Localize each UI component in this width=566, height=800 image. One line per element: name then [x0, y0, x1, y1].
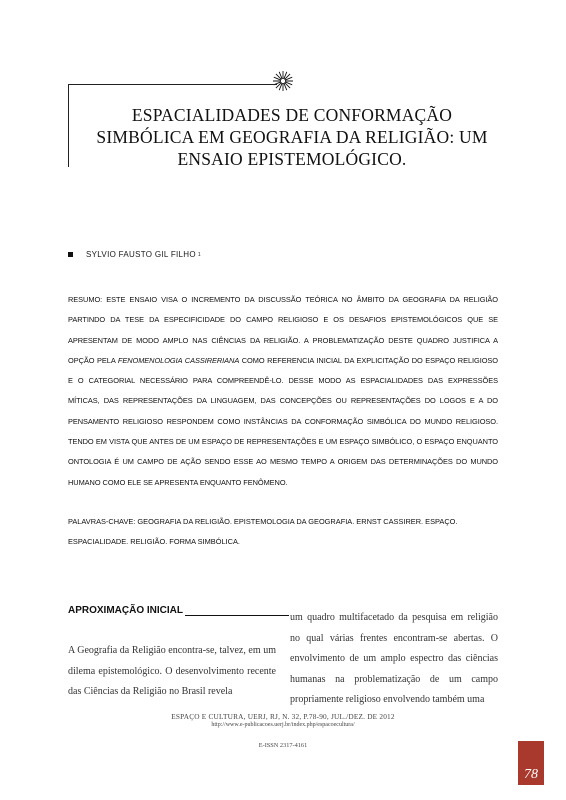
author-name: SYLVIO FAUSTO GIL FILHO [86, 250, 196, 259]
abstract-italic-term: FENOMENOLOGIA CASSIRERIANA [117, 355, 240, 365]
article-title: ESPACIALIDADES DE CONFORMAÇÃO SIMBÓLICA EM GEOGRAFIA DA RELIGIÃO: UM ENSAIO EPISTEMOLÓGICO. [96, 105, 488, 169]
abstract-text-part1: RESUMO: ESTE ENSAIO VISA O INCREMENTO DA DISCUSSÃO TEÓRICA NO ÂMBITO DA GEOGRAFIA DA RELIGIÃO PARTINDO DA TESE DA ESPECIFICIDADE DO CAMPO RELIGIOSO E OS DESAFIOS EPISTEMOLÓGICOS QUE SE APRESENTAM DE MODO AMPLO NAS CIÊNCIAS DA RELIGIÃO. A PROBLEMATIZAÇÃO DESTE QUADRO JUSTIFICA A OPÇÃO PELA [68, 295, 498, 365]
abstract-text-part2: COMO REFERENCIA INICIAL DA EXPLICITAÇÃO DO ESPAÇO RELIGIOSO E O CATEGORIAL NECESSÁRIO PARA COMPREENDÊ-LO. DESSE MODO AS ESPACIALIDADES DAS EXPRESSÕES MÍTICAS, DAS REPRESENTAÇÕES DA LINGUAGEM, DAS CONCEPÇÕES OU REPRESENTAÇÕES DO LOGOS E A DO PENSAMENTO RELIGIOSO RESPONDEM COMO INSTÂNCIAS DA CONFORMAÇÃO SIMBÓLICA DO MUNDO RELIGIOSO. TENDO EM VISTA QUE ANTES DE UM ESPAÇO DE REPRESENTAÇÕES E UM ESPAÇO SIMBÓLICO, O ESPAÇO ENQUANTO ONTOLOGIA É UM CAMPO DE AÇÃO SENDO ESSE AO MESMO TEMPO A ORIGEM DAS DETERMINAÇÕES DO MUNDO HUMANO COMO ELE SE APRESENTA ENQUANTO FENÔMENO. [68, 355, 498, 487]
section-heading-rule [185, 605, 289, 616]
page-number-box [518, 741, 544, 785]
page-footer [120, 712, 446, 749]
square-bullet-icon [68, 252, 73, 257]
body-column-left: A Geografia da Religião encontra-se, talvez, em um dilema epistemológico. O desenvolvimento recente das Ciências da Religião no Brasil revela [68, 645, 276, 697]
author-line [68, 250, 201, 259]
journal-citation: ESPAÇO E CULTURA, UERJ, RJ, N. 32, P.78-90, JUL./DEZ. DE 2012 [171, 712, 395, 721]
keywords: PALAVRAS-CHAVE: GEOGRAFIA DA RELIGIÃO. EPISTEMOLOGIA DA GEOGRAFIA. ERNST CASSIRER. ESPAÇO. ESPACIALIDADE. RELIGIÃO. FORMA SIMBÓLICA. [68, 517, 458, 547]
section-heading-text: APROXIMAÇÃO INICIAL [68, 605, 183, 616]
author-footnote-marker: 1 [197, 251, 201, 258]
body-column-right: um quadro multifacetado da pesquisa em religião no qual várias frentes encontram-se abertas. O envolvimento de um amplo espectro das ciências humanas na problematização de um campo propriamente religioso envolvendo também uma [290, 612, 498, 705]
journal-issn: E-ISSN 2317-4161 [258, 742, 308, 749]
page-number: 78 [524, 767, 538, 782]
section-heading [68, 605, 289, 616]
abstract [68, 290, 498, 493]
journal-url: http://www.e-publicacoes.uerj.br/index.php/espacoecultura/ [211, 722, 355, 728]
